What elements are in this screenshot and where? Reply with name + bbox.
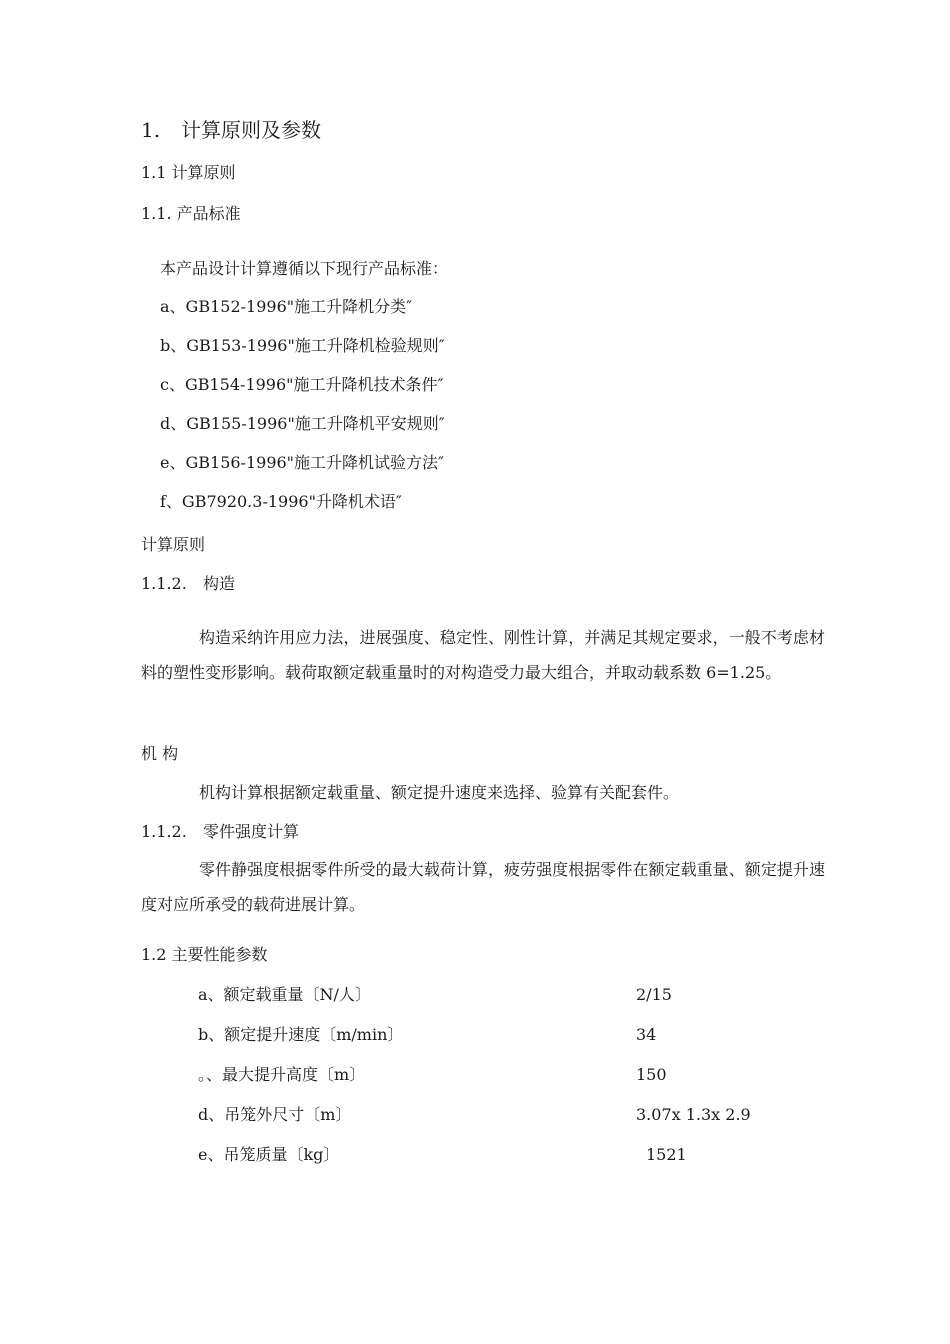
standard-item: c、GB154-1996"施工升降机技术条件″ — [160, 375, 444, 394]
standard-item: e、GB156-1996"施工升降机试验方法″ — [160, 453, 445, 472]
mechanism-paragraph: 机构计算根据额定载重量、额定提升速度来选择、验算有关配套件。 — [199, 783, 680, 802]
section-number: 1.1.2. — [141, 574, 187, 593]
param-label: 。、最大提升高度〔m〕 — [198, 1065, 366, 1084]
section-1-2-heading: 1.2 主要性能参数 — [141, 945, 268, 964]
parts-strength-paragraph: 零件静强度根据零件所受的最大载荷计算，疲劳强度根据零件在额定载重量、额定提升速度对应所承受的载荷进展计算。 — [141, 860, 825, 914]
section-number: 1. — [141, 118, 161, 142]
calc-principle-heading: 计算原则 — [141, 535, 206, 554]
standard-item: a、GB152-1996"施工升降机分类″ — [160, 297, 413, 316]
param-value: 34 — [636, 1025, 657, 1044]
standards-intro: 本产品设计计算遵循以下现行产品标准： — [160, 259, 449, 278]
param-label: b、额定提升速度〔m/min〕 — [198, 1025, 404, 1044]
structure-paragraph: 构造采纳许用应力法，进展强度、稳定性、刚性计算，并满足其规定要求，一般不考虑材料的塑性变形影响。载荷取额定载重量时的对构造受力最大组合，并取动载系数 6=1.25。 — [141, 628, 825, 682]
section-1-1-1-heading: 1.1. 产品标准 — [141, 204, 241, 223]
param-label: d、吊笼外尺寸〔m〕 — [198, 1105, 352, 1124]
param-value: 2/15 — [636, 985, 672, 1004]
section-title: 构造 — [203, 574, 236, 593]
param-value: 150 — [636, 1065, 667, 1084]
section-1-heading — [141, 118, 321, 142]
param-value: 1521 — [646, 1145, 687, 1164]
mechanism-heading: 机 构 — [141, 744, 179, 763]
structure-heading — [141, 574, 235, 594]
standard-item: b、GB153-1996"施工升降机检验规则″ — [160, 336, 445, 355]
section-title: 计算原则及参数 — [181, 118, 321, 142]
param-label: e、吊笼质量〔kg〕 — [198, 1145, 340, 1164]
section-title: 零件强度计算 — [203, 822, 300, 841]
param-value: 3.07x 1.3x 2.9 — [636, 1105, 751, 1124]
parts-strength-heading — [141, 822, 299, 842]
param-label: a、额定载重量〔N/人〕 — [198, 985, 371, 1004]
standard-item: d、GB155-1996"施工升降机平安规则″ — [160, 414, 445, 433]
section-number: 1.1.2. — [141, 822, 187, 841]
section-1-1-heading: 1.1 计算原则 — [141, 163, 236, 182]
standard-item: f、GB7920.3-1996"升降机术语″ — [160, 492, 402, 511]
